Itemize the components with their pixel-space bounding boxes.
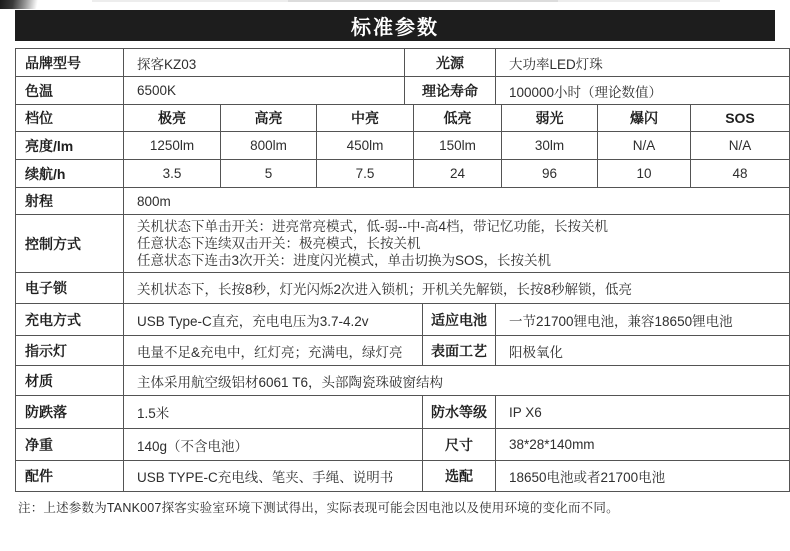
- runtime-row-label: 续航/h: [16, 160, 124, 188]
- material-label: 材质: [16, 366, 124, 396]
- charging-label: 充电方式: [16, 304, 124, 336]
- lifespan-value: 100000小时（理论数值）: [496, 77, 790, 105]
- brightness-cell: 1250lm: [124, 132, 221, 160]
- footer-note: 注：上述参数为TANK007探客实验室环境下测试得出，实际表现可能会因电池以及使用环境的变化而不同。: [18, 501, 619, 515]
- light-source-value: 大功率LED灯珠: [496, 49, 790, 77]
- lock-label: 电子锁: [16, 273, 124, 304]
- table-row: [16, 396, 790, 429]
- finish-value: 阳极氧化: [496, 336, 790, 366]
- table-row: [16, 366, 790, 396]
- accessories-label: 配件: [16, 461, 124, 492]
- waterproof-label: 防水等级: [423, 396, 496, 429]
- weight-value: 140g（不含电池）: [124, 429, 423, 461]
- mode-moon: 弱光: [502, 105, 598, 132]
- table-section-range: [15, 187, 790, 215]
- indicator-label: 指示灯: [16, 336, 124, 366]
- control-value: [124, 215, 790, 273]
- spec-tables: [15, 48, 789, 492]
- table-row: [16, 215, 790, 273]
- indicator-value: 电量不足&充电中，红灯亮；充满电，绿灯亮: [124, 336, 423, 366]
- brand-model-label: 品牌型号: [16, 49, 124, 77]
- beam-range-value: 800m: [124, 188, 790, 215]
- drop-value: 1.5米: [124, 396, 423, 429]
- table-section-top: [15, 48, 790, 105]
- corner-smudge: [0, 0, 46, 9]
- runtime-cell: 3.5: [124, 160, 221, 188]
- accessories-value: USB TYPE-C充电线、笔夹、手绳、说明书: [124, 461, 423, 492]
- runtime-cell: 7.5: [317, 160, 414, 188]
- material-value: 主体采用航空级铝材6061 T6，头部陶瓷珠破窗结构: [124, 366, 790, 396]
- waterproof-value: IP X6: [496, 396, 790, 429]
- color-temp-label: 色温: [16, 77, 124, 105]
- runtime-cell: 24: [414, 160, 502, 188]
- runtime-cell: 5: [221, 160, 317, 188]
- finish-label: 表面工艺: [423, 336, 496, 366]
- top-edge-artifact-dark: [288, 0, 558, 2]
- mode-row-label: 档位: [16, 105, 124, 132]
- mode-strobe: 爆闪: [598, 105, 691, 132]
- runtime-cell: 10: [598, 160, 691, 188]
- brightness-cell: 800lm: [221, 132, 317, 160]
- beam-range-label: 射程: [16, 188, 124, 215]
- table-row: [16, 188, 790, 215]
- table-section-levels: [15, 104, 790, 188]
- lifespan-label: 理论寿命: [405, 77, 496, 105]
- table-row: [16, 77, 790, 105]
- table-row: [16, 132, 790, 160]
- table-row: [16, 273, 790, 304]
- mode-sos: SOS: [691, 105, 790, 132]
- table-row: [16, 429, 790, 461]
- brightness-cell: N/A: [691, 132, 790, 160]
- brand-model-value: 探客KZ03: [124, 49, 405, 77]
- table-section-lock: [15, 272, 790, 304]
- runtime-cell: 96: [502, 160, 598, 188]
- mode-turbo: 极亮: [124, 105, 221, 132]
- runtime-cell: 48: [691, 160, 790, 188]
- table-row: [16, 160, 790, 188]
- control-line-3: 任意状态下连击3次开关：进度闪光模式，单击切换为SOS，长按关机: [137, 253, 552, 268]
- brightness-cell: N/A: [598, 132, 691, 160]
- battery-label: 适应电池: [423, 304, 496, 336]
- table-row: [16, 336, 790, 366]
- table-row: [16, 105, 790, 132]
- control-label: 控制方式: [16, 215, 124, 273]
- drop-label: 防跌落: [16, 396, 124, 429]
- table-row: [16, 304, 790, 336]
- size-value: 38*28*140mm: [496, 429, 790, 461]
- color-temp-value: 6500K: [124, 77, 405, 105]
- table-row: [16, 461, 790, 492]
- table-section-material: [15, 365, 790, 396]
- mode-high: 高亮: [221, 105, 317, 132]
- battery-value: 一节21700锂电池，兼容18650锂电池: [496, 304, 790, 336]
- brightness-row-label: 亮度/lm: [16, 132, 124, 160]
- table-section-bottom: [15, 395, 790, 492]
- light-source-label: 光源: [405, 49, 496, 77]
- weight-label: 净重: [16, 429, 124, 461]
- lock-value: 关机状态下，长按8秒，灯光闪烁2次进入锁机；开机关先解锁，长按8秒解锁，低亮: [124, 273, 790, 304]
- optional-value: 18650电池或者21700电池: [496, 461, 790, 492]
- size-label: 尺寸: [423, 429, 496, 461]
- control-line-2: 任意状态下连续双击开关：极亮模式，长按关机: [137, 236, 421, 251]
- table-row: [16, 49, 790, 77]
- table-section-control: [15, 214, 790, 273]
- mode-low: 低亮: [414, 105, 502, 132]
- control-line-1: 关机状态下单击开关：进亮常亮模式，低-弱--中-高4档，带记忆功能，长按关机: [137, 219, 608, 234]
- section-title-bar: [15, 10, 775, 41]
- brightness-cell: 150lm: [414, 132, 502, 160]
- charging-value: USB Type-C直充，充电电压为3.7-4.2v: [124, 304, 423, 336]
- brightness-cell: 450lm: [317, 132, 414, 160]
- brightness-cell: 30lm: [502, 132, 598, 160]
- table-section-mid: [15, 303, 790, 366]
- section-title: 标准参数: [351, 17, 439, 39]
- optional-label: 选配: [423, 461, 496, 492]
- mode-mid: 中亮: [317, 105, 414, 132]
